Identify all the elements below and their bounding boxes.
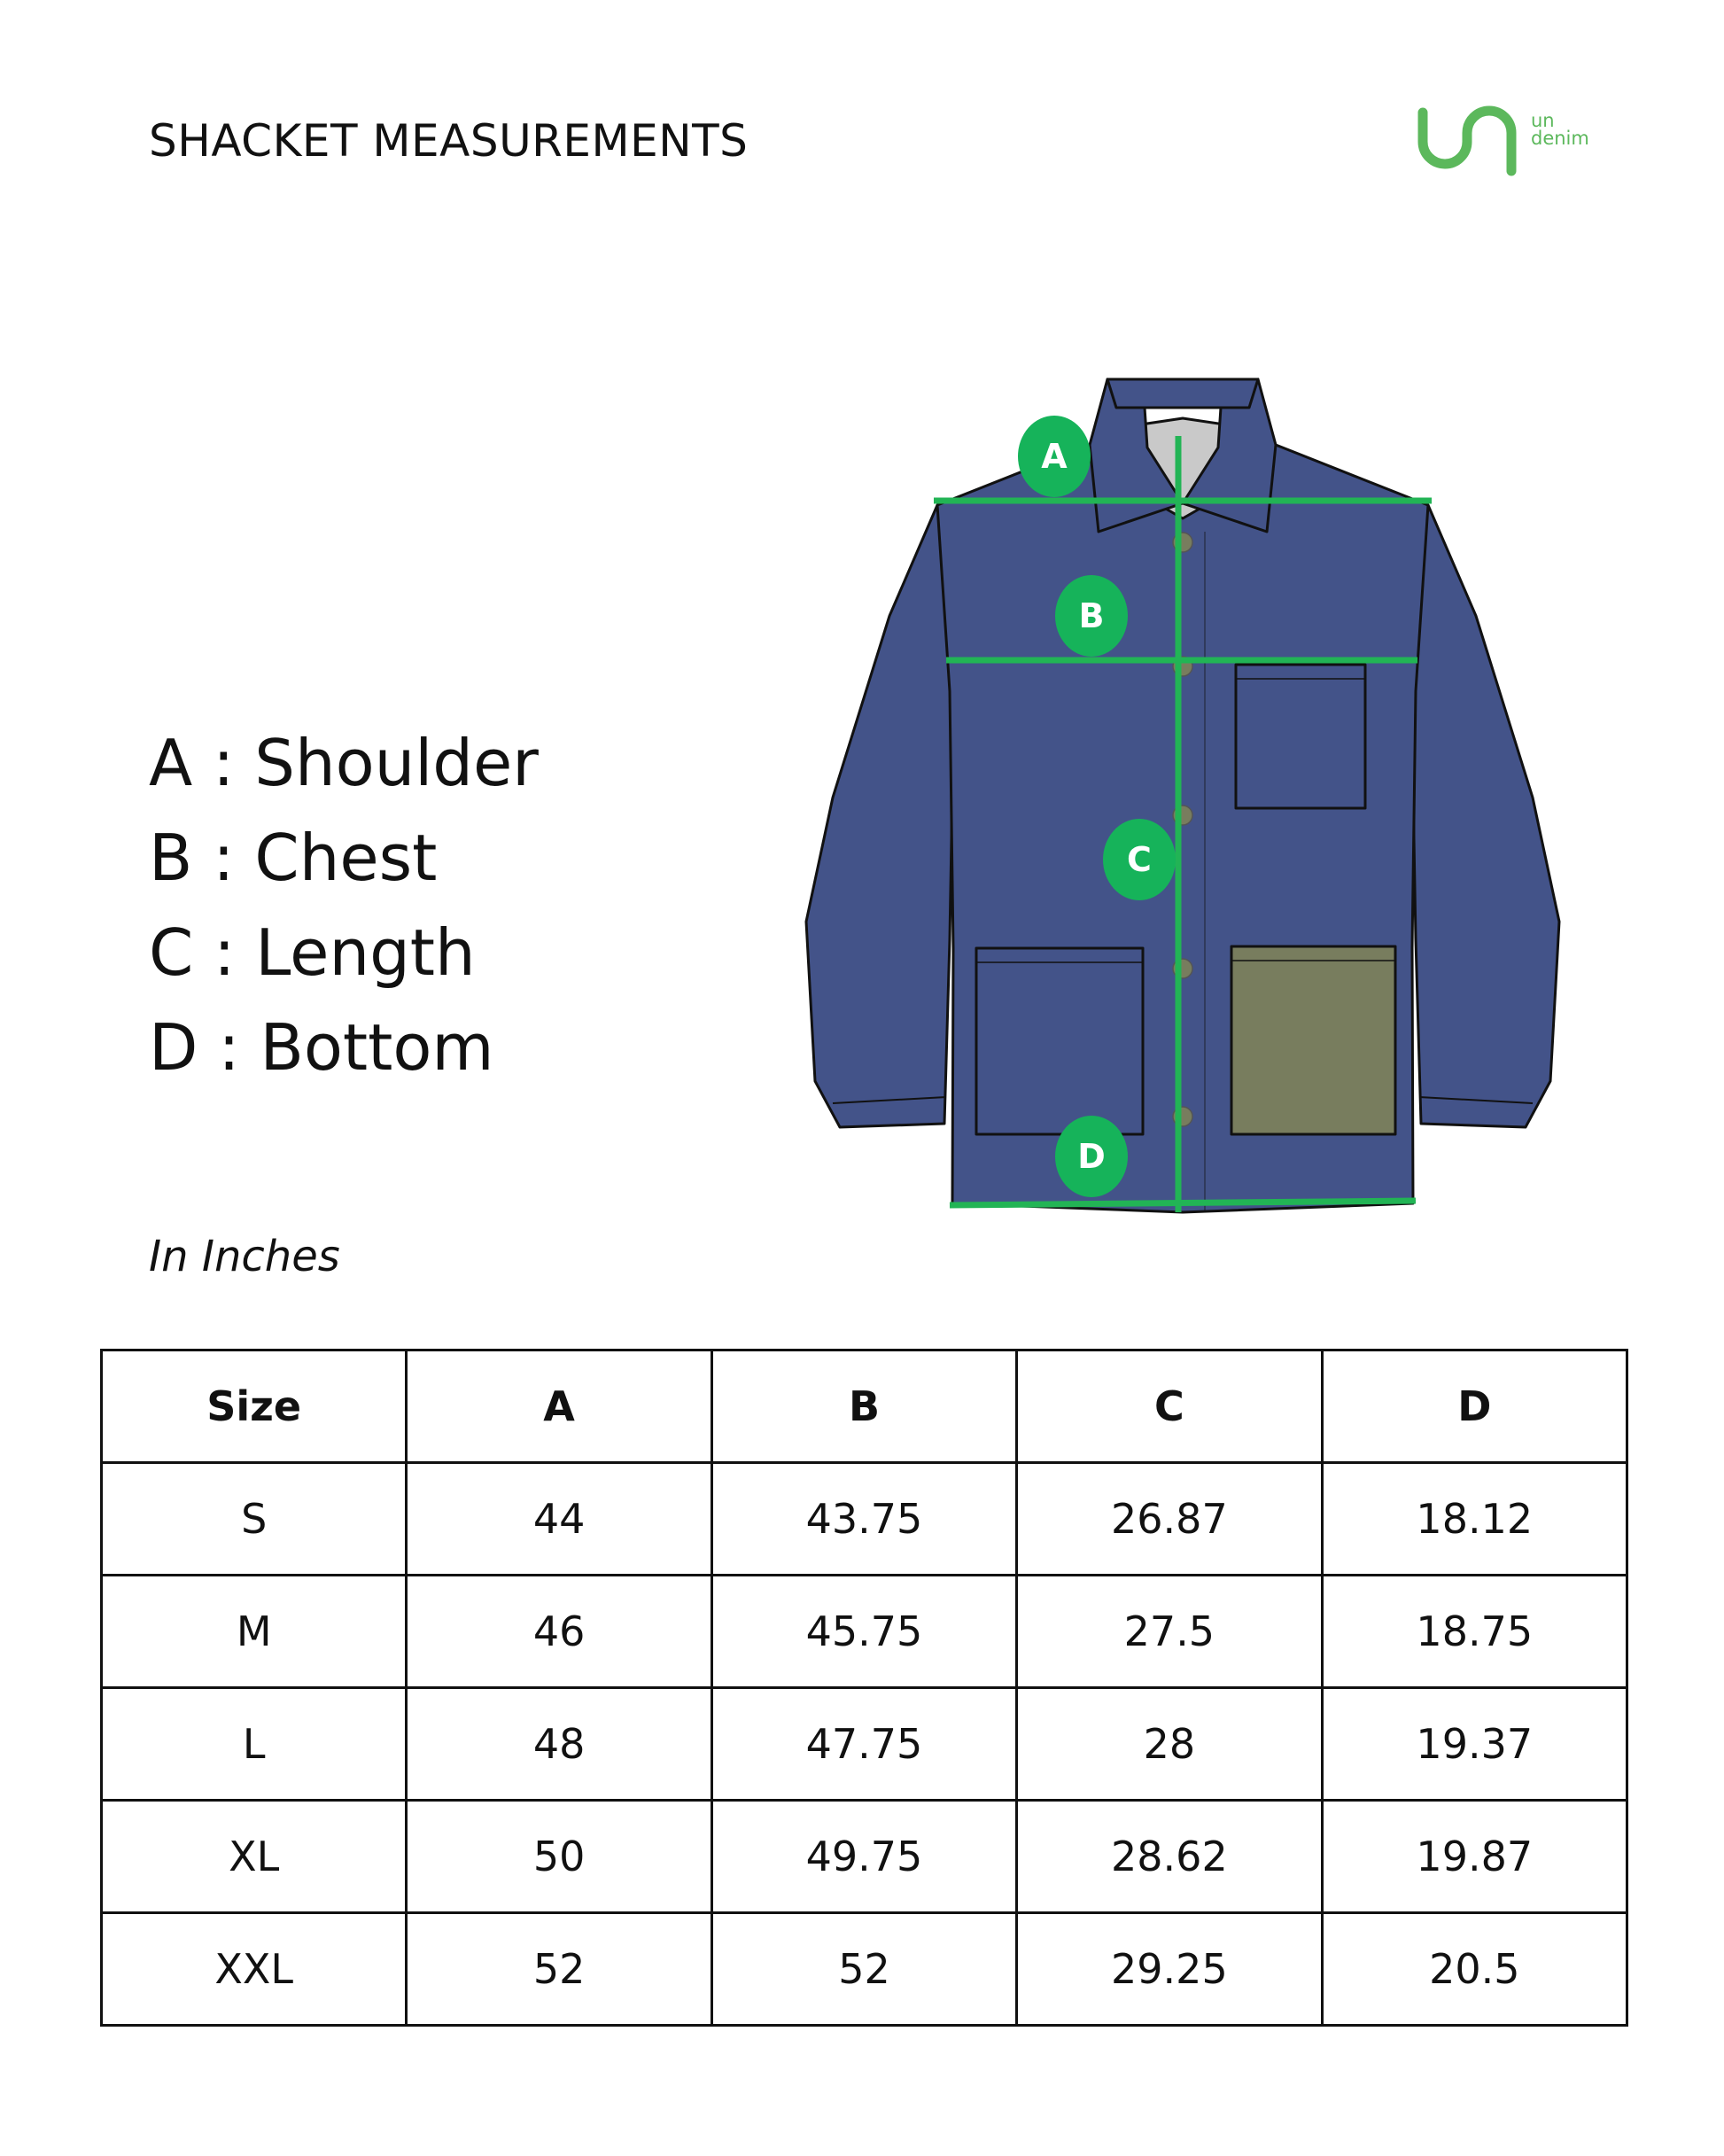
legend-item-chest: B : Chest xyxy=(149,821,438,895)
cell-size: M xyxy=(102,1576,407,1688)
size-chart-table xyxy=(100,1349,1628,2027)
cell-a: 50 xyxy=(407,1801,711,1913)
header-a: A xyxy=(407,1350,711,1463)
cell-a: 46 xyxy=(407,1576,711,1688)
cell-c: 28 xyxy=(1017,1688,1322,1801)
cell-b: 49.75 xyxy=(711,1801,1016,1913)
cell-d: 18.75 xyxy=(1322,1576,1627,1688)
right-sleeve xyxy=(1410,505,1559,1127)
svg-text:B: B xyxy=(1078,596,1105,635)
legend-item-bottom: D : Bottom xyxy=(149,1010,494,1085)
legend-item-length: C : Length xyxy=(149,915,476,990)
collar-band xyxy=(1107,379,1258,408)
cell-size: XL xyxy=(102,1801,407,1913)
table-row xyxy=(102,1913,1627,2026)
table-header-row xyxy=(102,1350,1627,1463)
cell-a: 52 xyxy=(407,1913,711,2026)
cell-d: 19.87 xyxy=(1322,1801,1627,1913)
line-d-bottom xyxy=(950,1201,1416,1205)
cell-d: 19.37 xyxy=(1322,1688,1627,1801)
cell-a: 48 xyxy=(407,1688,711,1801)
cell-b: 52 xyxy=(711,1913,1016,2026)
table-row xyxy=(102,1688,1627,1801)
cell-b: 43.75 xyxy=(711,1463,1016,1576)
legend-item-shoulder: A : Shoulder xyxy=(149,726,539,800)
logo-text-top: un xyxy=(1531,110,1555,131)
cell-c: 27.5 xyxy=(1017,1576,1322,1688)
header-b: B xyxy=(711,1350,1016,1463)
bottom-left-pocket xyxy=(976,948,1143,1134)
marker-d xyxy=(1055,1116,1128,1197)
cell-size: S xyxy=(102,1463,407,1576)
cell-a: 44 xyxy=(407,1463,711,1576)
header-d: D xyxy=(1322,1350,1627,1463)
marker-b xyxy=(1055,575,1128,657)
bottom-right-pocket xyxy=(1231,946,1395,1134)
header-c: C xyxy=(1017,1350,1322,1463)
svg-text:A: A xyxy=(1041,437,1068,476)
cell-size: XXL xyxy=(102,1913,407,2026)
header-size: Size xyxy=(102,1350,407,1463)
svg-text:D: D xyxy=(1077,1137,1106,1176)
page-title: SHACKET MEASUREMENTS xyxy=(149,115,749,167)
left-sleeve xyxy=(806,505,955,1127)
table-row xyxy=(102,1576,1627,1688)
cell-b: 45.75 xyxy=(711,1576,1016,1688)
cell-d: 20.5 xyxy=(1322,1913,1627,2026)
jacket-diagram xyxy=(797,372,1568,1249)
units-note: In Inches xyxy=(149,1232,340,1281)
cell-c: 26.87 xyxy=(1017,1463,1322,1576)
marker-c xyxy=(1103,819,1176,900)
table-row xyxy=(102,1801,1627,1913)
logo-text-bottom: denim xyxy=(1531,128,1589,149)
marker-a xyxy=(1018,416,1091,497)
cell-b: 47.75 xyxy=(711,1688,1016,1801)
cell-c: 29.25 xyxy=(1017,1913,1322,2026)
jacket-illustration xyxy=(806,379,1559,1212)
measurement-legend xyxy=(149,716,539,1095)
table-row xyxy=(102,1463,1627,1576)
svg-text:C: C xyxy=(1127,840,1152,879)
brand-logo-text xyxy=(1531,112,1589,147)
cell-d: 18.12 xyxy=(1322,1463,1627,1576)
cell-c: 28.62 xyxy=(1017,1801,1322,1913)
cell-size: L xyxy=(102,1688,407,1801)
chest-pocket xyxy=(1236,665,1365,808)
